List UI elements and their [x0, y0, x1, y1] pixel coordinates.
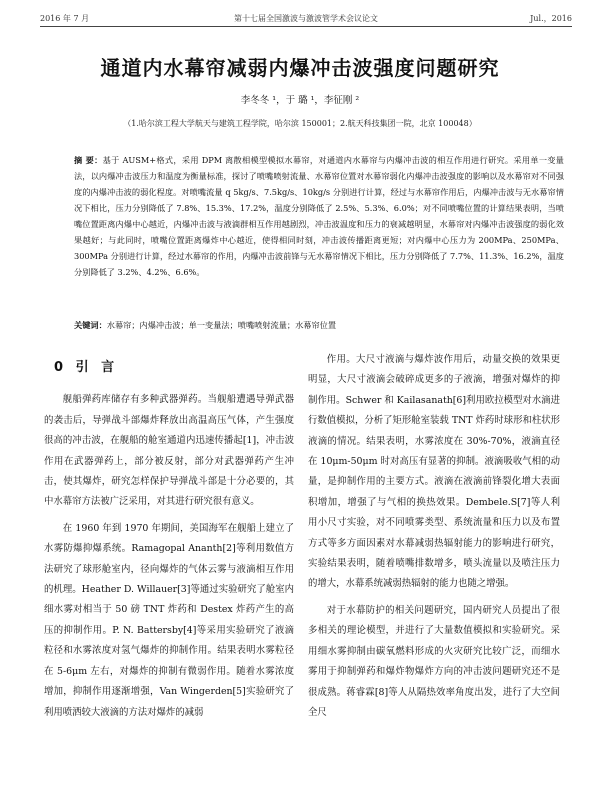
header-date: 2016 年 7 月 [40, 14, 90, 23]
abstract-label: 摘 要： [74, 155, 103, 165]
paper-affiliation: （1.哈尔滨工程大学航天与建筑工程学院，哈尔滨 150001；2.航天科技集团一院，北京 100048） [123, 119, 477, 128]
paper-authors: 李冬冬 ¹，于 璐 ¹，李征刚 ² [240, 95, 360, 106]
paragraph: 对于水幕防护的相关问题研究，国内研究人员提出了很多相关的理论模型，并进行了大量数值模拟和实验研究。采用细水雾抑制由碳氧燃料形成的火灾研究比较广泛，而细水雾用于抑制弹药和爆炸物爆炸方向的冲击波问题研究还不是很成熟。蒋睿霖[8]等人从隔热效率角度出发，进行了大空间全尺 [308, 604, 560, 718]
header-date-en: Jul.，2016 [530, 14, 572, 23]
section-heading [54, 358, 294, 378]
section-number: 0 [54, 360, 68, 375]
section-title: 引 言 [75, 360, 119, 375]
right-column [308, 350, 560, 723]
paragraph: 作用。大尺寸液滴与爆炸波作用后，动量交换的效果更明显，大尺寸液滴会破碎成更多的子液滴，增强对爆炸的抑制作用。Schwer 和 Kailasanath[6]利用欧拉模型对水滴进行数值模拟，分析了矩形舱室装载 TNT 炸药时球形和柱状形液滴的情况。结果表明，水雾浓度在 30%-70%，液滴直径在 10μm-50μm 时对高压有显著的抑制。液滴吸收气相的动量，是抑制作用的主要方式。液滴在液滴前锋裂化增大表面积增加，增强了与气相的换热效果。Dembele.S[7]等人利用小尺寸实验，对不同喷雾类型、系统流量和压力以及布置方式等多方面因素对水幕减弱热辐射能力的影响进行研究，实验结果表明，随着喷嘴排数增多，喷头流量以及喷注压力的增大，水幕系统减弱热辐射的能力也随之增强。 [308, 354, 560, 590]
abstract [74, 152, 564, 280]
header-conference: 第十七届全国激波与激波管学术会议论文 [234, 14, 378, 23]
keywords [74, 318, 564, 332]
paragraph: 舰船弹药库储存有多种武器弹药。当舰船遭遇导弹武器的袭击后，导弹战斗部爆炸释放出高温高压气体，产生强度很高的冲击波，在舰船的舱室通道内迅速传播起[1]，冲击波作用在武器弹药上，部分被反射，部分对武器弹药产生冲击，使其爆炸，研究怎样保护导弹战斗部是十分必要的，其中水幕帘方法被广泛采用，对其进行研究很有意义。 [44, 394, 294, 508]
abstract-text: 基于 AUSM+格式，采用 DPM 离散相模型模拟水幕帘，对通道内水幕帘与内爆冲击波的相互作用进行研究。采用单一变量法，以内爆冲击波压力和温度为衡量标准，探讨了喷嘴喷射流量、水幕帘位置对水幕帘弱化内爆冲击波强度的影响以及水幕帘对不同强度的内爆冲击波的弱化程度。对喷嘴流量 q 5kg/s、7.5kg/s、10kg/s 分别进行计算，经过与水幕帘作用后，内爆冲击波与无水幕帘情况下相比，压力分别降低了 7.8%、15.3%、17.2%，温度分别降低了 2.5%、5.3%、6.0%；对不同喷嘴位置的计算结果表明，当喷嘴位置距离内爆中心越近，内爆冲击波与液滴群相互作用越剧烈，冲击波温度和压力的衰减越明显，水幕帘对内爆冲击波强度的弱化效果越好；与此同时，喷嘴位置距离爆炸中心越近，使得相同时刻，冲击波传播距离更短；对内爆中心压力为 200MPa、250MPa、300MPa 分别进行计算，经过水幕帘的作用，内爆冲击波前锋与无水幕帘情况下相比，压力分别降低了 7.7%、11.3%、16.2%，温度分别降低了 3.2%、4.2%、6.6%。 [74, 155, 564, 277]
left-column [44, 350, 294, 723]
paper-title: 通道内水幕帘减弱内爆冲击波强度问题研究 [100, 56, 500, 80]
keywords-label: 关键词： [74, 320, 107, 330]
running-header [40, 10, 572, 27]
keywords-text: 水幕帘；内爆冲击波；单一变量法；喷嘴喷射流量；水幕帘位置 [106, 320, 337, 330]
paragraph: 在 1960 年到 1970 年期间，美国海军在舰船上建立了水雾防爆抑爆系统。Ramagopal Ananth[2]等利用数值方法研究了球形舱室内，径向爆炸的气体云雾与液滴相互作用的机理。Heather D. Willauer[3]等通过实验研究了舱室内细水雾对相当于 50 磅 TNT 炸药和 Destex 炸药产生的高压的抑制作用。P. N. Battersby[4]等采用实验研究了液滴粒径和水雾浓度对氢气爆炸的抑制作用。结果表明水雾粒径在 5-6μm 左右，对爆炸的抑制有微弱作用。随着水雾浓度增加，抑制作用逐渐增强，Van Wingerden[5]实验研究了利用喷洒较大液滴的方法对爆炸的减弱 [44, 522, 294, 718]
